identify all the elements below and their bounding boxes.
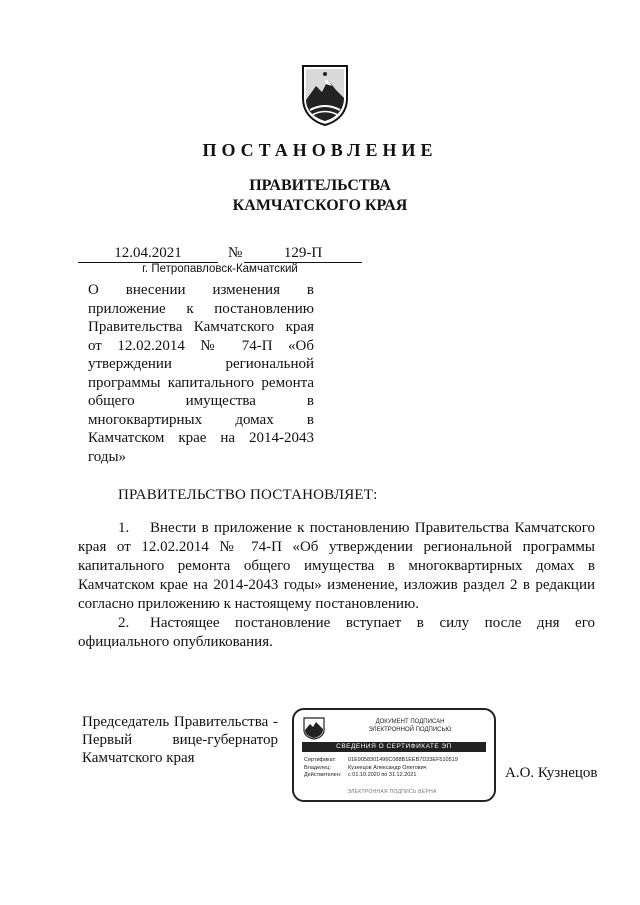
resolves-heading: ПРАВИТЕЛЬСТВО ПОСТАНОВЛЯЕТ: — [118, 487, 378, 503]
signer-line: Первый вице-губернатор — [82, 732, 278, 748]
issuing-authority — [0, 176, 640, 216]
authority-line-1: ПРАВИТЕЛЬСТВА — [249, 177, 391, 194]
stamp-details — [304, 757, 458, 780]
subject-line: годы» — [88, 448, 127, 465]
signer-line: Камчатского края — [82, 750, 195, 766]
subject-line: Камчатском крае на 2014-2043 — [88, 430, 314, 446]
stamp-row-certificate: Сертификат: 01E9058301496C088B1EEB7D33EF510519 — [304, 757, 458, 763]
document-date: 12.04.2021 — [78, 244, 218, 263]
signer-line: Председатель Правительства - — [82, 714, 278, 730]
paragraph-1 — [78, 519, 595, 614]
paragraph-1-text: Внести в приложение к постановлению Правительства Камчатского края от 12.02.2014 № 74-П «Об утверждении региональной программы капитального ремонта общего имущества в многоквартирных домах в Камчатском крае на 2014-2043 годы» изменение, изложив раздел 2 в редакции согласно приложению к настоящему постановлению. — [78, 520, 595, 612]
electronic-signature-stamp — [292, 708, 496, 802]
paragraph-2-text: Настоящее постановление вступает в силу после дня его официального опубликования. — [78, 615, 595, 650]
issue-city: г. Петропавловск-Камчатский — [142, 263, 298, 275]
subject-line: многоквартирных домах в — [88, 411, 314, 428]
document-number: 129-П — [244, 244, 362, 263]
subject-line: Правительства Камчатского края — [88, 319, 314, 335]
stamp-emblem-icon — [302, 716, 326, 740]
signer-position — [82, 713, 278, 767]
stamp-heading — [334, 718, 486, 734]
subject-line: О внесении изменения в — [88, 282, 314, 298]
subject-line: утверждении региональной — [88, 356, 314, 372]
stamp-certificate-band: СВЕДЕНИЯ О СЕРТИФИКАТЕ ЭП — [302, 742, 486, 752]
paragraph-2 — [78, 614, 595, 652]
document-subject — [88, 281, 314, 466]
number-sign: № — [228, 245, 243, 261]
stamp-footer: ЭЛЕКТРОННАЯ ПОДПИСЬ ВЕРНА — [347, 789, 437, 795]
document-type-title: ПОСТАНОВЛЕНИЕ — [202, 140, 438, 160]
subject-line: общего имущества в — [88, 393, 314, 409]
stamp-row-validity: Действителен: с 01.10.2020 по 31.12.2021 — [304, 772, 417, 778]
signer-name: А.О. Кузнецов — [505, 765, 598, 781]
stamp-heading-line-1: ДОКУМЕНТ ПОДПИСАН — [375, 719, 445, 725]
stamp-row-owner: Владелец: Кузнецов Александр Олегович — [304, 764, 427, 771]
subject-line: программы капитального ремонта — [88, 374, 314, 391]
paragraph-1-number: 1. — [118, 520, 130, 536]
subject-line: приложение к постановлению — [88, 300, 314, 317]
kamchatka-emblem-icon — [300, 62, 350, 126]
subject-line: от 12.02.2014 № 74-П «Об — [88, 337, 314, 354]
stamp-heading-line-2: ЭЛЕКТРОННОЙ ПОДПИСЬЮ — [368, 727, 452, 733]
authority-line-2: КАМЧАТСКОГО КРАЯ — [232, 197, 408, 214]
paragraph-2-number: 2. — [118, 615, 130, 631]
